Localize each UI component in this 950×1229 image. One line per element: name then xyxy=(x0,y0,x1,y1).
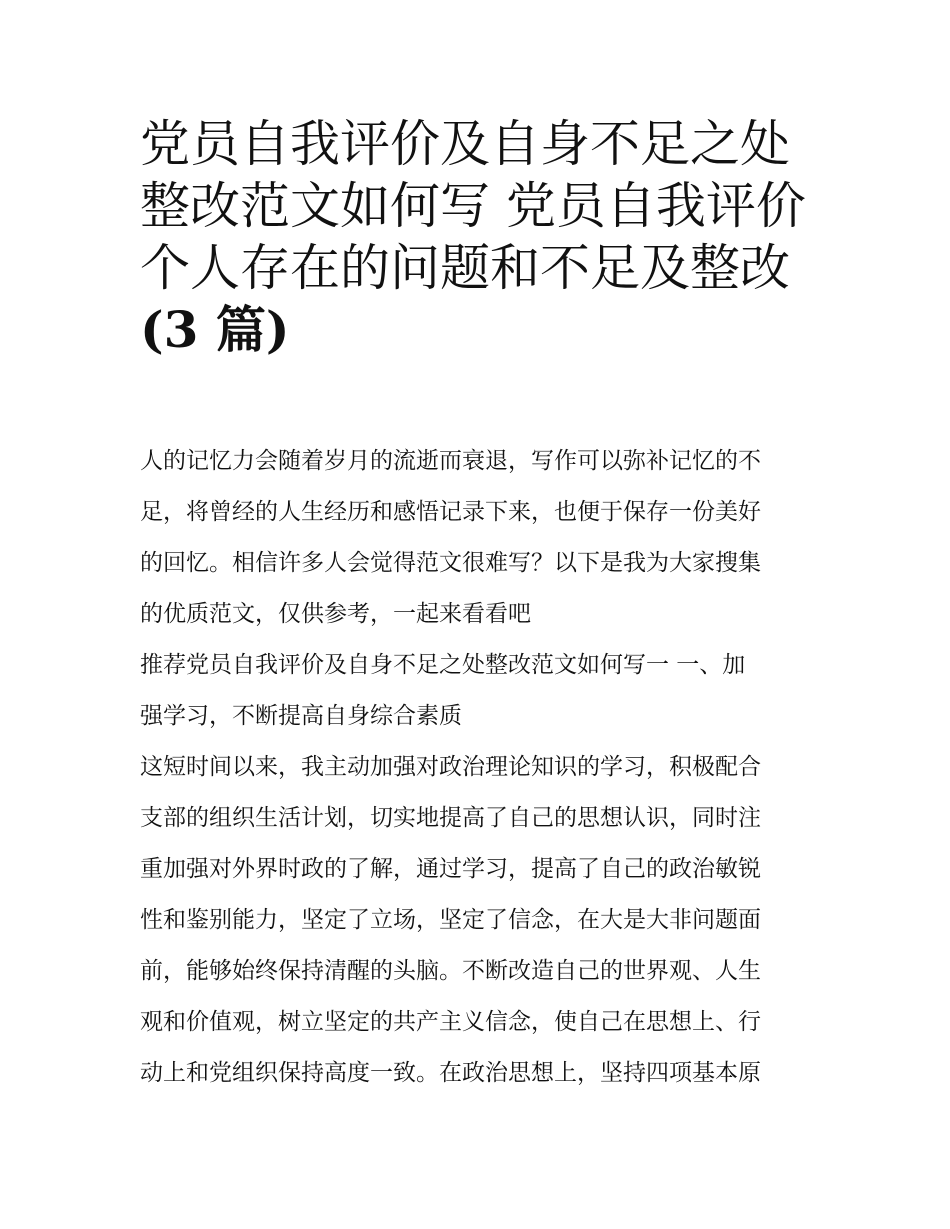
paragraph-line: 重加强对外界时政的了解，通过学习，提高了自己的政治敏锐 xyxy=(140,856,761,882)
paragraph-line: 性和鉴别能力，坚定了立场，坚定了信念，在大是大非问题面 xyxy=(140,907,761,933)
paragraph-line: 人的记忆力会随着岁月的流逝而衰退，写作可以弥补记忆的不 xyxy=(140,448,761,474)
document-body xyxy=(140,436,820,1099)
title-line-3: 个人存在的问题和不足及整改 xyxy=(140,239,790,297)
section-heading-paragraph xyxy=(140,640,820,742)
document-title xyxy=(140,113,830,361)
title-line-2: 整改范文如何写 党员自我评价 xyxy=(140,177,806,235)
paragraph-line: 的优质范文，仅供参考，一起来看看吧 xyxy=(140,601,531,627)
paragraph-line: 的回忆。相信许多人会觉得范文很难写？以下是我为大家搜集 xyxy=(140,550,761,576)
paragraph-line: 支部的组织生活计划，切实地提高了自己的思想认识，同时注 xyxy=(140,805,761,831)
paragraph-line: 观和价值观，树立坚定的共产主义信念，使自己在思想上、行 xyxy=(140,1009,761,1035)
title-line-4: (3 篇) xyxy=(140,300,290,359)
intro-paragraph xyxy=(140,436,820,640)
body-paragraph xyxy=(140,742,820,1099)
paragraph-line: 动上和党组织保持高度一致。在政治思想上，坚持四项基本原 xyxy=(140,1060,761,1086)
title-line-1: 党员自我评价及自身不足之处 xyxy=(140,115,790,173)
paragraph-line: 推荐党员自我评价及自身不足之处整改范文如何写一 一、加 xyxy=(140,652,746,678)
paragraph-line: 这短时间以来，我主动加强对政治理论知识的学习，积极配合 xyxy=(140,754,761,780)
paragraph-line: 前，能够始终保持清醒的头脑。不断改造自己的世界观、人生 xyxy=(140,958,761,984)
paragraph-line: 足，将曾经的人生经历和感悟记录下来，也便于保存一份美好 xyxy=(140,499,761,525)
paragraph-line: 强学习，不断提高自身综合素质 xyxy=(140,703,462,729)
